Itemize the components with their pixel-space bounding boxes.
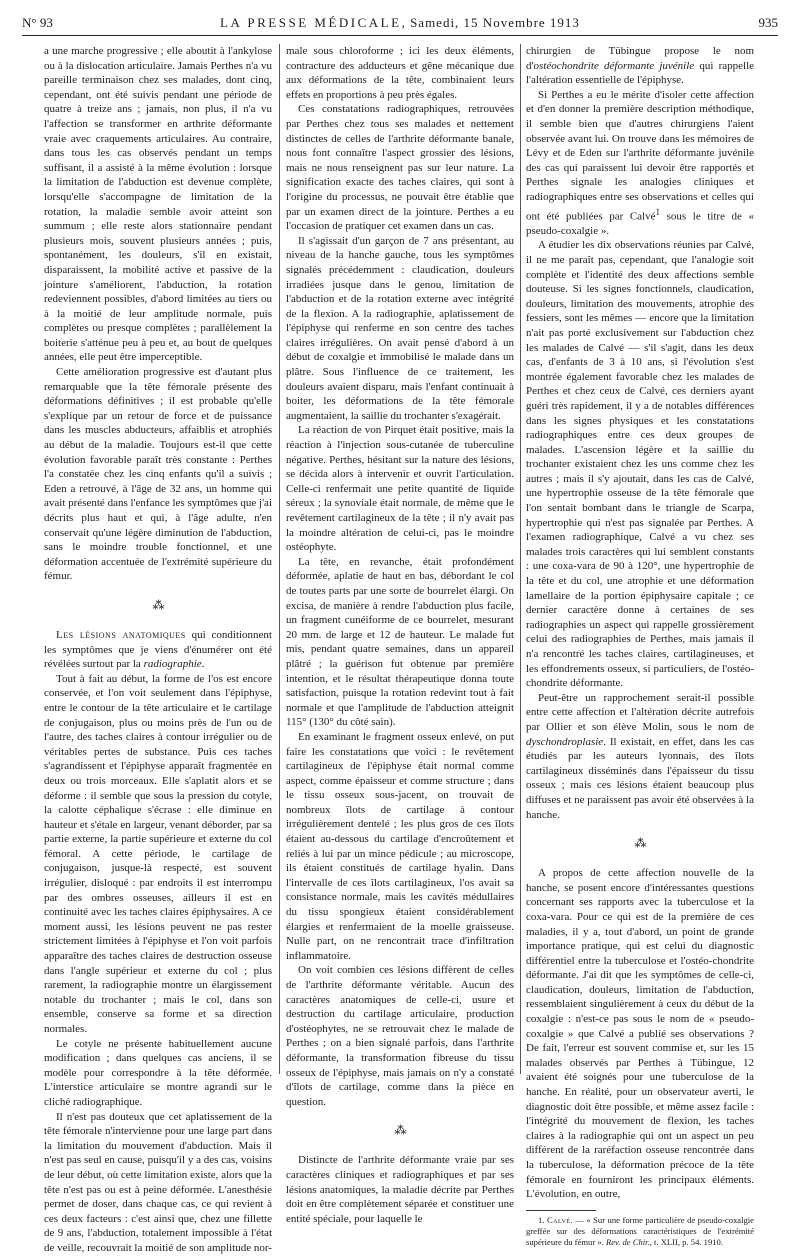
text-run: qui conditionnent les symptômes que je viens d'énumérer ont été révélées surtout par la — [44, 628, 272, 671]
footnote-rule — [526, 1210, 596, 1211]
section-separator-asterism: ⁂ — [394, 1123, 406, 1138]
paragraph: On voit combien ces lésions diffèrent de celles de l'arthrite déformante véritable. Aucun des caractères anatomiques de celle-ci, usure et destruction du cartilage articulaire, production d'ostéophytes, ne se retrouvait chez le malade de Perthes ; on a bien signalé parfois, dans l'arthrite déformante, la transformation fibreuse du tissu osseux de l'épiphyse, mais jamais on n'y a constaté d'îlots de cartilage, comme dans la pièce en question. — [286, 964, 514, 1108]
text-run: , t. XLII, p. 54. 1910. — [649, 1236, 723, 1247]
paragraph: Le cotyle ne présente habituellement aucune modification ; dans quelques cas anciens, il se modèle pour correspondre à la tête déformée. L'interstice articulaire se montre agrandi sur le cliché radiographique. — [44, 1037, 272, 1108]
emphasis: dyschondroplasie — [526, 735, 604, 748]
text-run: Peut-être un rapprochement serait-il possible entre cette affection et l'altération décrite autrefois par Ollier et son élève Molin, sous le nom de — [526, 691, 754, 733]
column-divider — [279, 44, 280, 1074]
emphasis: radiographie — [143, 658, 202, 671]
footnote-number: 1. — [538, 1214, 547, 1225]
paragraph: a une marche progressive ; elle aboutit à l'ankylose ou à la dislocation articulaire. Jamais Perthes n'a vu pareille terminaison chez ses malades, dont cinq, cependant, ont été suivis pendant une période de quatre à treize ans ; jamais, non plus, il n'a vu l'affection se transformer en arthrite déformante vraie avec craquements articulaires. Au contraire, dans tous les cas observés pendant un temps suffisant, il a assisté à la même évolution : lorsque la limitation de l'abduction est devenue complète, lorsqu'elle s'accompagne de limitation de la rotation, la maladie semble avoir atteint son summum ; elle reste alors stationnaire pendant plusieurs mois, souvent plusieurs années ; puis, spontanément, les douleurs, s'il en existait, disparaissent, la mobilité active et passive de la jointure s'améliorent, l'abduction, la rotation redeviennent possibles, d'abord limitées au tiers ou à la moitié de leur amplitude normale, puis complètes ou presque complètes ; parallèlement la boiterie s'atténue peu à peu et, au bout de quelques années, elle peut être imperceptible. — [44, 45, 272, 364]
page-number: 935 — [758, 15, 778, 30]
emphasis: ostéochondrite déformante juvénile — [533, 59, 695, 72]
text-run: sous le titre de « pseudo-coxalgie ». — [526, 210, 754, 237]
journal-title: LA PRESSE MÉDICALE — [220, 15, 402, 30]
paragraph: male sous chloroforme ; ici les deux éléments, contracture des adducteurs et gêne mécanique due aux déformations de la tête, combinaient leurs effets en proportions à peu près égales. — [286, 45, 514, 101]
footnote-author: Calvé — [546, 1214, 571, 1225]
issue-number: N° 93 — [22, 15, 53, 30]
paragraph: Il s'agissait d'un garçon de 7 ans présentant, au niveau de la hanche gauche, tous les symptômes signalés précédemment : claudication, douleurs irradiées jusque dans le genou, limitation de l'abduction et de la rotation externe avec intégrité de la flexion. A la radiographie, aplatissement de l'épiphyse qui renferme en son centre des taches claires irrégulières. On avait pensé d'abord à un début de coxalgie et immobilisé le malade dans un plâtre. Sous l'influence de ce traitement, les douleurs avaient disparu, mais l'enfant continuait à boiter, les déformations de la tête fémorale augmentaient, la saillie du trochanter s'exagérait. — [286, 234, 514, 422]
paragraph — [44, 628, 272, 672]
run-in-heading: Les lésions anatomiques — [56, 628, 186, 641]
running-head — [22, 14, 778, 32]
issue-date: , Samedi, 15 Novembre 1913 — [401, 15, 580, 30]
paragraph: Distincte de l'arthrite déformante vraie par ses caractères cliniques et radiographiques et par ses lésions anatomiques, la maladie décrite par Perthes doit en être complètement séparée et constituer une entité spéciale, pour laquelle le — [286, 1154, 514, 1225]
text-run: Si Perthes a eu le mérite d'isoler cette affection et d'en donner la première description méthodique, il semble bien que d'autres chirurgiens l'aient observée avant lui. On trouve dans les mémoires de Lévy et de Eden sur l'arthrite déformante juvénile des cas qui paraissent lui devoir être rapportés et Perthes signale les analogies cliniques et radiographiques entre ses observations et celles qui ont été publiées par Calvé — [526, 88, 754, 223]
column-divider — [520, 44, 521, 1074]
paragraph — [526, 44, 754, 88]
text-column-3 — [526, 44, 755, 1247]
paragraph — [526, 691, 754, 822]
section-separator-asterism: ⁂ — [634, 836, 646, 851]
text-run: qui rappelle l'altération essentielle de l'épiphyse. — [526, 59, 755, 87]
text-run: chirurgien de Tübingue propose le nom d' — [526, 45, 754, 72]
paragraph: Cette amélioration progressive est d'autant plus remarquable que la tête fémorale présente des déformations définitives ; il est probable qu'elle s'explique par un retour de force et de puissance dans les muscles abducteurs, affaiblis et atrophiés au début de la maladie. Toujours est-il que cette évolution favorable paraît très constante : Perthes l'a constatée chez les cinq enfants qu'il a suivis ; Eden a retrouvé, à l'âge de 32 ans, un homme qui avait présenté dans l'enfance les symptômes que j'ai décrits plus haut et qui, à l'âge adulte, n'en conservait qu'une légère diminution de l'abduction, sans le moindre trouble fonctionnel, et une déformation accentuée de l'extrémité supérieure du fémur. — [44, 366, 272, 583]
paragraph: La tête, en revanche, était profondément déformée, aplatie de haut en bas, débordant le col de toutes parts par une sorte de bourrelet élargi. On excisa, de manière à rendre l'abduction plus facile, un fragment cunéiforme de ce bourrelet, mesurant 20 mm. de large et 12 de hauteur. Le malade fut mis, pendant quatre semaines, dans un appareil plâtré ; la guérison fut obtenue par première intention, et le résultat thérapeutique donna toute satisfaction, puisque la rotation redevint tout à fait normale et que l'amplitude de l'abduction atteignit 115° (130° du côté sain). — [286, 555, 514, 729]
journal-name: Rev. de Chir. — [605, 1236, 650, 1247]
text-run: . — « Sur une forme particulière de pseudo-coxalgie greffée sur des déformations caractéristiques de l'extrémité supérieure du fémur ». — [526, 1214, 754, 1247]
paragraph: Tout à fait au début, la forme de l'os est encore conservée, et l'on voit seulement dans l'épiphyse, entre le contour de la tête articulaire et le cartilage de conjugaison, plus ou moins près de l'un ou de l'autre, des taches claires à contour irrégulier ou de véritables pertes de substance. Puis ces taches s'agrandissent et l'épiphyse apparaît fragmentée en deux ou trois morceaux. Elle s'aplatit alors et se déforme : il semble que sous la pression du cotyle, la calotte céphalique s'écrase : elle diminue en hauteur et s'étale en largeur, venant déborder, par sa partie externe, la partie supérieure et externe du col fémoral. A cette période, le cartilage de conjugaison, jusque-là respecté, est souvent irrégulier, disloqué : par endroits il est interrompu par des ombres osseuses, ailleurs il est en continuité avec les taches claires épiphysaires. A ce moment aussi, les lésions peuvent ne pas rester strictement limitées à l'épiphyse et l'on voit parfois apparaître des taches claires de destruction osseuse dans l'angle supérieur et externe du col ; plus rarement, la radiographie montre un élargissement notable du trochanter ; mais le col, dans son ensemble, conserve sa forme et sa direction normales. — [44, 672, 272, 1035]
paragraph: La réaction de von Pirquet était positive, mais la réaction à l'injection sous-cutanée de tuberculine négative. Perthes, hésitant sur la nature des lésions, se décida alors à intervenir et ouvrit l'articulation. Celle-ci renfermait une petite quantité de liquide séreux ; la synoviale était normale, de même que le revêtement cartilagineux de la tête ; il n'y avait pas la moindre altération de celui-ci, pas le moindre ostéophyte. — [286, 424, 514, 554]
paragraph: Il n'est pas douteux que cet aplatissement de la tête fémorale n'intervienne pour une large part dans la limitation du mouvement d'abduction. Mais il n'est pas seul en cause, puisqu'il y a des cas, voisins de leur début, où cette limitation existe, alors que la tête n'est pas ou est à peine déformée. L'anesthésie permet de doser, dans chaque cas, ce qui revient à ces deux facteurs : c'est ainsi que, chez une fillette de 9 ans, l'abduction, totalement impossible à l'état de veille, recouvrait la moitié de son amplitude nor- — [44, 1110, 272, 1254]
paragraph — [526, 88, 754, 239]
text-column-1 — [44, 44, 272, 1254]
section-separator-asterism: ⁂ — [152, 597, 164, 612]
paragraph: A propos de cette affection nouvelle de la hanche, se posent encore d'intéressantes questions concernant ses rapports avec la tuberculose et la coxa-vara. Pour ce qui est de la première de ces maladies, il y a, tout d'abord, un point de grande importance pratique, qui est celui du diagnostic différentiel entre la tuberculose et l'ostéo-chondrite déformante. J'ai dit que les symptômes de celle-ci, claudication, douleurs, limitation de l'abduction, ressemblaient singulièrement à ceux du début de la coxalgie : n'est-ce pas sous le nom de « pseudo-coxalgie » que Calvé a publié ses observations ? De fait, l'erreur est souvent commise et, sur les 15 malades observés par Perthes à Tübingue, 12 avaient été soignés pour une tuberculose de la hanche. En réalité, pour un observateur averti, le diagnostic doit être possible, et même assez facile : l'intégrité du mouvement de flexion, les taches claires à la radiographie qui ont un aspect un peu différent de la raréfaction osseuse rencontrée dans la tuberculose, la déformation précoce de la tête fémorale en fourniront les principaux éléments. L'évolution, en outre, — [526, 867, 754, 1201]
page-header — [22, 14, 778, 32]
footnote-ref: 1 — [655, 206, 661, 217]
paragraph: Ces constatations radiographiques, retrouvées par Perthes chez tous ses malades et nettement distinctes de celles de l'arthrite déformante banale, nous font connaître l'aspect grossier des lésions, mais ne nous renseignent pas sur leur nature. La signification exacte des taches claires, qui sont à l'origine du processus, ne pouvait être établie que par un examen direct de la jointure. Perthes a eu l'occasion de pratiquer cet examen dans un cas. — [286, 103, 514, 233]
footnote — [526, 1215, 754, 1248]
paragraph: A étudier les dix observations réunies par Calvé, il ne me paraît pas, cependant, que l'analogie soit complète et l'identité des deux affections semble douteuse. Si les signes fonctionnels, claudication, douleurs, limitation des mouvements, atrophie des fessiers, sont les mêmes — encore que la limitation n'ait pas porté exclusivement sur l'abduction chez les malades de Calvé — s'il s'agit, dans les deux cas, d'enfants de 3 à 10 ans, si l'évolution s'est montrée également favorable chez les malades de Perthes et chez ceux de Calvé, ces derniers ayant guéri très rapidement, il y a de notables différences dans les signes physiques et les constatations radiographiques entre ces deux groupes de malades. L'ascension légère et la saillie du trochanter existaient chez les uns comme chez les autres ; mais il s'y ajoutait, dans les cas de Calvé, une hypertrophie osseuse de la tête fémorale que l'on sentait bombant dans le triangle de Scarpa, hypertrophie qui n'est pas signalée par Perthes. A l'examen radiographique, Calvé a vu chez ses malades trois caractères qui lui semblent constants : une coxa-vara de 90 à 120°, une hypertrophie de la tête et du col, une atrophie et une déformation lamellaire de la portion épiphysaire capitale ; ce dernier caractère donne à certaines de ses radiographies un aspect qui rappelle grossièrement celui des radiographies de Perthes, mais jamais il n'a rencontré les taches claires, cartilagineuses, et les effondrements osseux, si particuliers, de l'ostéo-chondrite déformante. — [526, 239, 754, 690]
text-run: . Il existait, en effet, dans les cas étudiés par les auteurs lyonnais, des îlots cartilagineux disséminés dans l'épaisseur du tissu osseux ; mais ces lésions étaient beaucoup plus diffuses et ne paraissent pas avoir été observées à la hanche. — [526, 735, 754, 821]
text-column-2 — [286, 44, 514, 1225]
paragraph: En examinant le fragment osseux enlevé, on put faire les constatations que voici : le revêtement cartilagineux de l'épiphyse était normal comme aspect, comme épaisseur et comme structure ; dans le tissu osseux sous-jacent, on trouvait de nombreux îlots de cartilage à contour irrégulièrement dentelé ; les plus gros de ces îlots étaient au-dessous du cartilage d'encroûtement et reliés à lui par un mince pédicule ; au microscope, ils étaient constitués de cartilage hyalin. Dans l'intervalle de ces îlots cartilagineux, l'os avait sa consistance normale, mais les cavités médullaires du tissu spongieux étaient considérablement élargies et renfermaient de la moelle graisseuse. Nulle part, on ne rencontrait trace d'infiltration inflammatoire. — [286, 730, 514, 962]
header-rule — [22, 35, 778, 36]
text-run: . — [201, 658, 205, 671]
